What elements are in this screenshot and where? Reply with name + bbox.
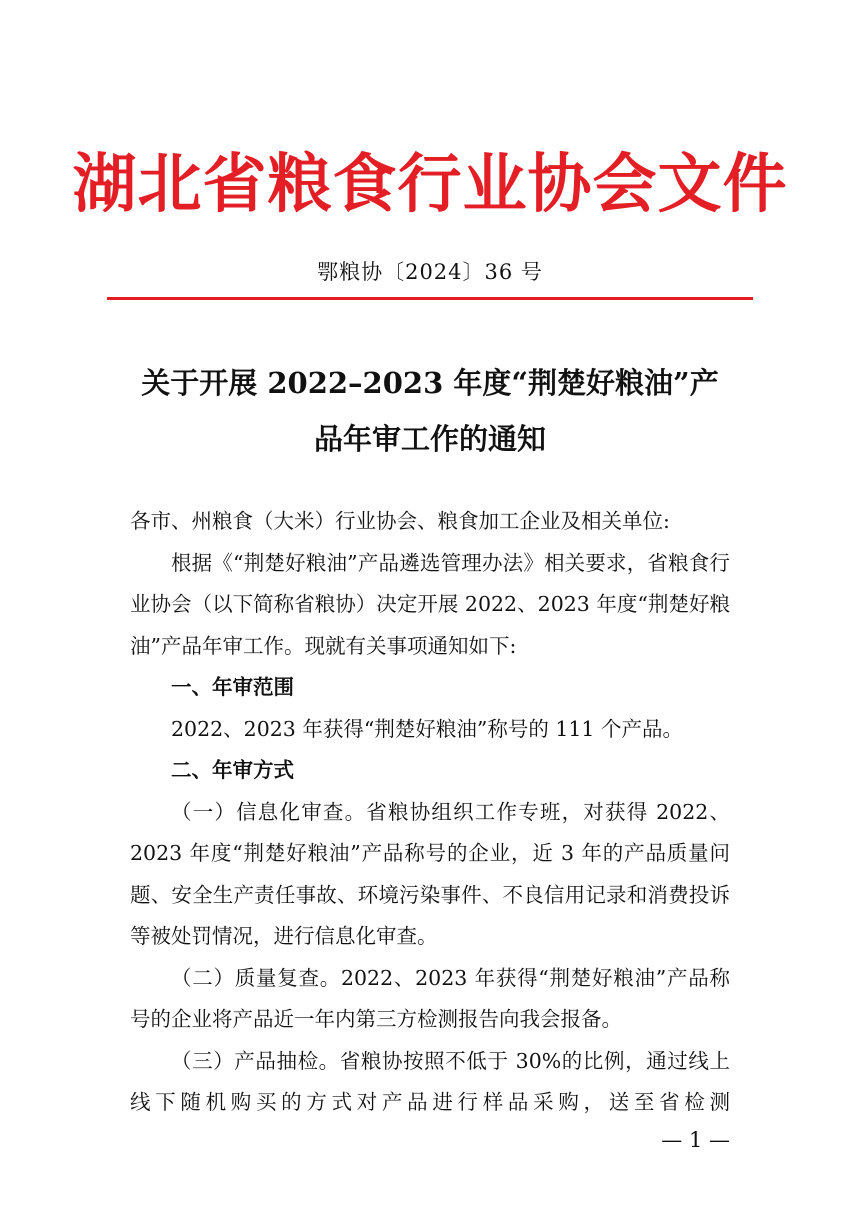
item-1-paragraph: （一）信息化审查。省粮协组织工作专班，对获得 2022、2023 年度“荆楚好粮油”产品称号的企业，近 3 年的产品质量问题、安全生产责任事故、环境污染事件、不良信用记录和消费投诉等被处罚情况，进行信息化审查。: [130, 799, 730, 948]
title-line-2: 品年审工作的通知: [313, 422, 546, 456]
red-divider-line: [107, 297, 753, 300]
section-1-text: 2022、2023 年获得“荆楚好粮油”称号的 111 个产品。: [171, 716, 683, 741]
section-1-heading: 一、年审范围: [171, 675, 294, 699]
item-3-paragraph: （三）产品抽检。省粮协按照不低于 30%的比例，通过线上线下随机购买的方式对产品进行样品采购，送至省检测: [130, 1048, 730, 1114]
document-body: [130, 501, 730, 1124]
title-line-1: 关于开展 2022–2023 年度“荆楚好粮油”产: [141, 366, 719, 400]
document-title: [0, 355, 860, 467]
item-2-paragraph: （二）质量复查。2022、2023 年获得“荆楚好粮油”产品称号的企业将产品近一年内第三方检测报告向我会报备。: [130, 965, 730, 1031]
section-2-heading: 二、年审方式: [171, 758, 294, 782]
document-masthead: 湖北省粮食行业协会文件: [72, 148, 788, 222]
document-number: 鄂粮协〔2024〕36 号: [317, 260, 543, 284]
salutation: 各市、州粮食（大米）行业协会、粮食加工企业及相关单位:: [130, 509, 670, 533]
page-number: — 1 —: [661, 1128, 730, 1152]
intro-paragraph: 根据《“荆楚好粮油”产品遴选管理办法》相关要求，省粮食行业协会（以下简称省粮协）决定开展 2022、2023 年度“荆楚好粮油”产品年审工作。现就有关事项通知如下:: [130, 550, 730, 658]
